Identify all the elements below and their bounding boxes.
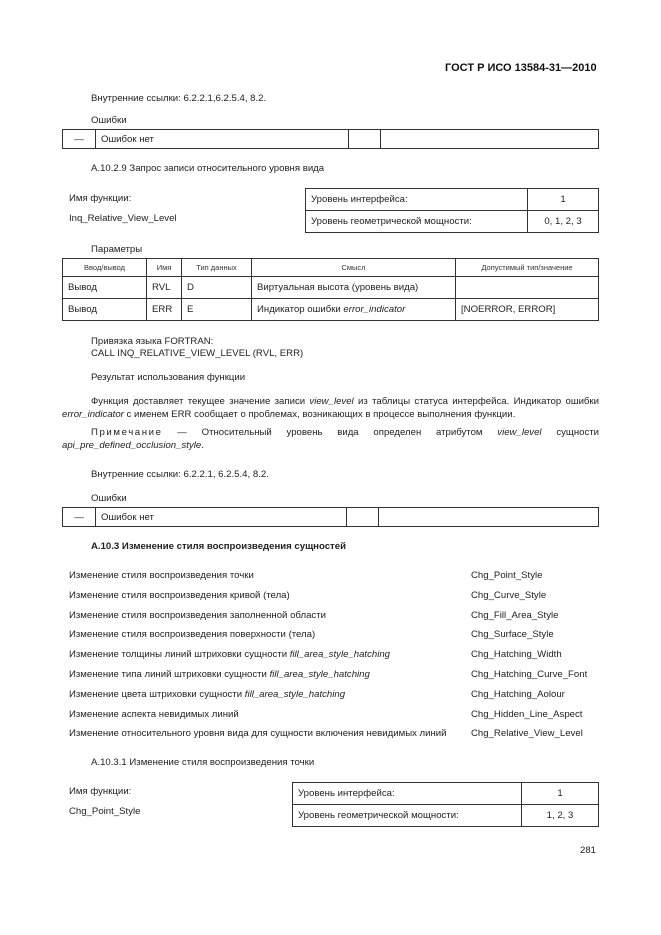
note-paragraph: [62, 426, 599, 452]
table-cell: ERR: [147, 299, 182, 321]
table-cell: [252, 299, 456, 321]
page-number: 281: [580, 845, 597, 856]
section-title: A.10.3 Изменение стиля воспроизведения сущностей: [91, 541, 346, 552]
meaning-text: Индикатор ошибки: [257, 304, 344, 315]
table-row: [293, 805, 599, 827]
list-item-description: [69, 709, 239, 720]
table-cell: [NOERROR, ERROR]: [456, 299, 599, 321]
meaning-text: Виртуальная высота (уровень вида): [257, 282, 419, 293]
table-cell: [381, 130, 599, 149]
italic-term: fill_area_style_hatching: [289, 649, 391, 660]
list-item-description: [69, 590, 290, 601]
list-item-function: Chg_Fill_Area_Style: [471, 610, 559, 621]
list-item-description: [69, 570, 254, 581]
italic-term: api_pre_defined_occlusion_style: [62, 440, 202, 451]
table-cell: E: [182, 299, 252, 321]
text: Изменение стиля воспроизведения заполненной области: [69, 610, 326, 621]
text: Изменение аспекта невидимых линий: [69, 709, 239, 720]
column-header: Смысл: [252, 259, 456, 277]
list-item-description: [69, 610, 326, 621]
text: Изменение цвета штриховки сущности: [69, 689, 245, 700]
list-item-description: [69, 629, 315, 640]
table-cell: [347, 508, 379, 527]
function-name-label: Имя функции:: [69, 193, 132, 204]
list-item-function: Chg_Hatching_Width: [471, 649, 562, 660]
list-item-function: Chg_Hidden_Line_Aspect: [471, 709, 583, 720]
table-row: [63, 508, 599, 527]
errors-table: [62, 129, 599, 149]
function-name: Inq_Relative_View_Level: [69, 213, 177, 224]
text: с именем ERR сообщает о проблемах, возникающих в процессе выполнения функции.: [123, 409, 516, 420]
column-header: Имя: [147, 259, 182, 277]
list-item-function: Chg_Surface_Style: [471, 629, 554, 640]
meaning-italic: error_indicator: [343, 304, 406, 315]
list-item-description: [69, 728, 447, 739]
table-row: [306, 211, 599, 233]
note-label: Примечание: [91, 427, 163, 438]
text: .: [201, 440, 204, 451]
info-label: Уровень геометрической мощности:: [306, 211, 528, 233]
internal-refs: Внутренние ссылки: 6.2.2.1, 6.2.5.4, 8.2.: [91, 469, 269, 480]
text: Изменение стиля воспроизведения кривой (тела): [69, 590, 290, 601]
table-cell: RVL: [147, 277, 182, 299]
list-item-description: [69, 689, 345, 700]
info-value: 1, 2, 3: [522, 805, 599, 827]
text: Изменение типа линий штриховки сущности: [69, 669, 270, 680]
text: Изменение стиля воспроизведения точки: [69, 570, 254, 581]
info-label: Уровень интерфейса:: [293, 783, 522, 805]
table-cell: D: [182, 277, 252, 299]
italic-term: view_level: [309, 396, 354, 407]
info-value: 0, 1, 2, 3: [528, 211, 599, 233]
usage-result-label: Результат использования функции: [91, 372, 246, 383]
info-value: 1: [522, 783, 599, 805]
column-header: Тип данных: [182, 259, 252, 277]
standard-header: ГОСТ Р ИСО 13584-31—2010: [445, 62, 597, 74]
column-header: Ввод/вывод: [63, 259, 147, 277]
params-label: Параметры: [91, 244, 143, 255]
list-item-function: Chg_Curve_Style: [471, 590, 547, 601]
table-cell: —: [63, 508, 96, 527]
section-title: A.10.2.9 Запрос записи относительного уровня вида: [91, 163, 325, 174]
function-info-table: [305, 188, 599, 233]
column-header: Допустимый тип/значение: [456, 259, 599, 277]
table-cell: Вывод: [63, 277, 147, 299]
table-cell: Ошибок нет: [96, 130, 349, 149]
text: — Относительный уровень вида определен атрибутом: [162, 427, 498, 438]
description-paragraph: [62, 395, 599, 421]
table-cell: Ошибок нет: [96, 508, 347, 527]
list-item-description: [69, 649, 390, 660]
table-cell: [456, 277, 599, 299]
italic-term: view_level: [497, 427, 542, 438]
errors-label: Ошибки: [91, 115, 127, 126]
info-label: Уровень геометрической мощности:: [293, 805, 522, 827]
table-row: [63, 277, 599, 299]
italic-term: fill_area_style_hatching: [244, 689, 346, 700]
text: сущности: [541, 427, 599, 438]
fortran-binding-label: Привязка языка FORTRAN:: [91, 336, 214, 347]
table-cell: [252, 277, 456, 299]
errors-table: [62, 507, 599, 527]
table-header-row: [63, 259, 599, 277]
text: Изменение относительного уровня вида для сущности включения невидимых линий: [69, 728, 447, 739]
table-cell: —: [63, 130, 96, 149]
list-item-description: [69, 669, 370, 680]
function-info-table: [292, 782, 599, 827]
text: Функция доставляет текущее значение записи: [91, 396, 310, 407]
errors-label: Ошибки: [91, 493, 127, 504]
italic-term: error_indicator: [62, 409, 124, 420]
text: из таблицы статуса интерфейса. Индикатор ошибки: [353, 396, 599, 407]
table-row: [293, 783, 599, 805]
list-item-function: Chg_Relative_View_Level: [471, 728, 583, 739]
info-label: Уровень интерфейса:: [306, 189, 528, 211]
table-row: [306, 189, 599, 211]
table-cell: [379, 508, 599, 527]
text: Изменение стиля воспроизведения поверхности (тела): [69, 629, 316, 640]
italic-term: fill_area_style_hatching: [269, 669, 370, 680]
function-name: Chg_Point_Style: [69, 806, 141, 817]
info-value: 1: [528, 189, 599, 211]
table-cell: Вывод: [63, 299, 147, 321]
table-row: [63, 130, 599, 149]
list-item-function: Chg_Hatching_Aolour: [471, 689, 565, 700]
table-cell: [349, 130, 381, 149]
fortran-binding-call: CALL INQ_RELATIVE_VIEW_LEVEL (RVL, ERR): [91, 348, 304, 359]
text: Изменение толщины линий штриховки сущности: [69, 649, 290, 660]
list-item-function: Chg_Hatching_Curve_Font: [471, 669, 588, 680]
internal-refs: Внутренние ссылки: 6.2.2.1,6.2.5.4, 8.2.: [91, 93, 267, 104]
table-row: [63, 299, 599, 321]
params-table: [62, 258, 599, 321]
list-item-function: Chg_Point_Style: [471, 570, 543, 581]
function-name-label: Имя функции:: [69, 786, 132, 797]
section-title: A.10.3.1 Изменение стиля воспроизведения точки: [91, 757, 315, 768]
